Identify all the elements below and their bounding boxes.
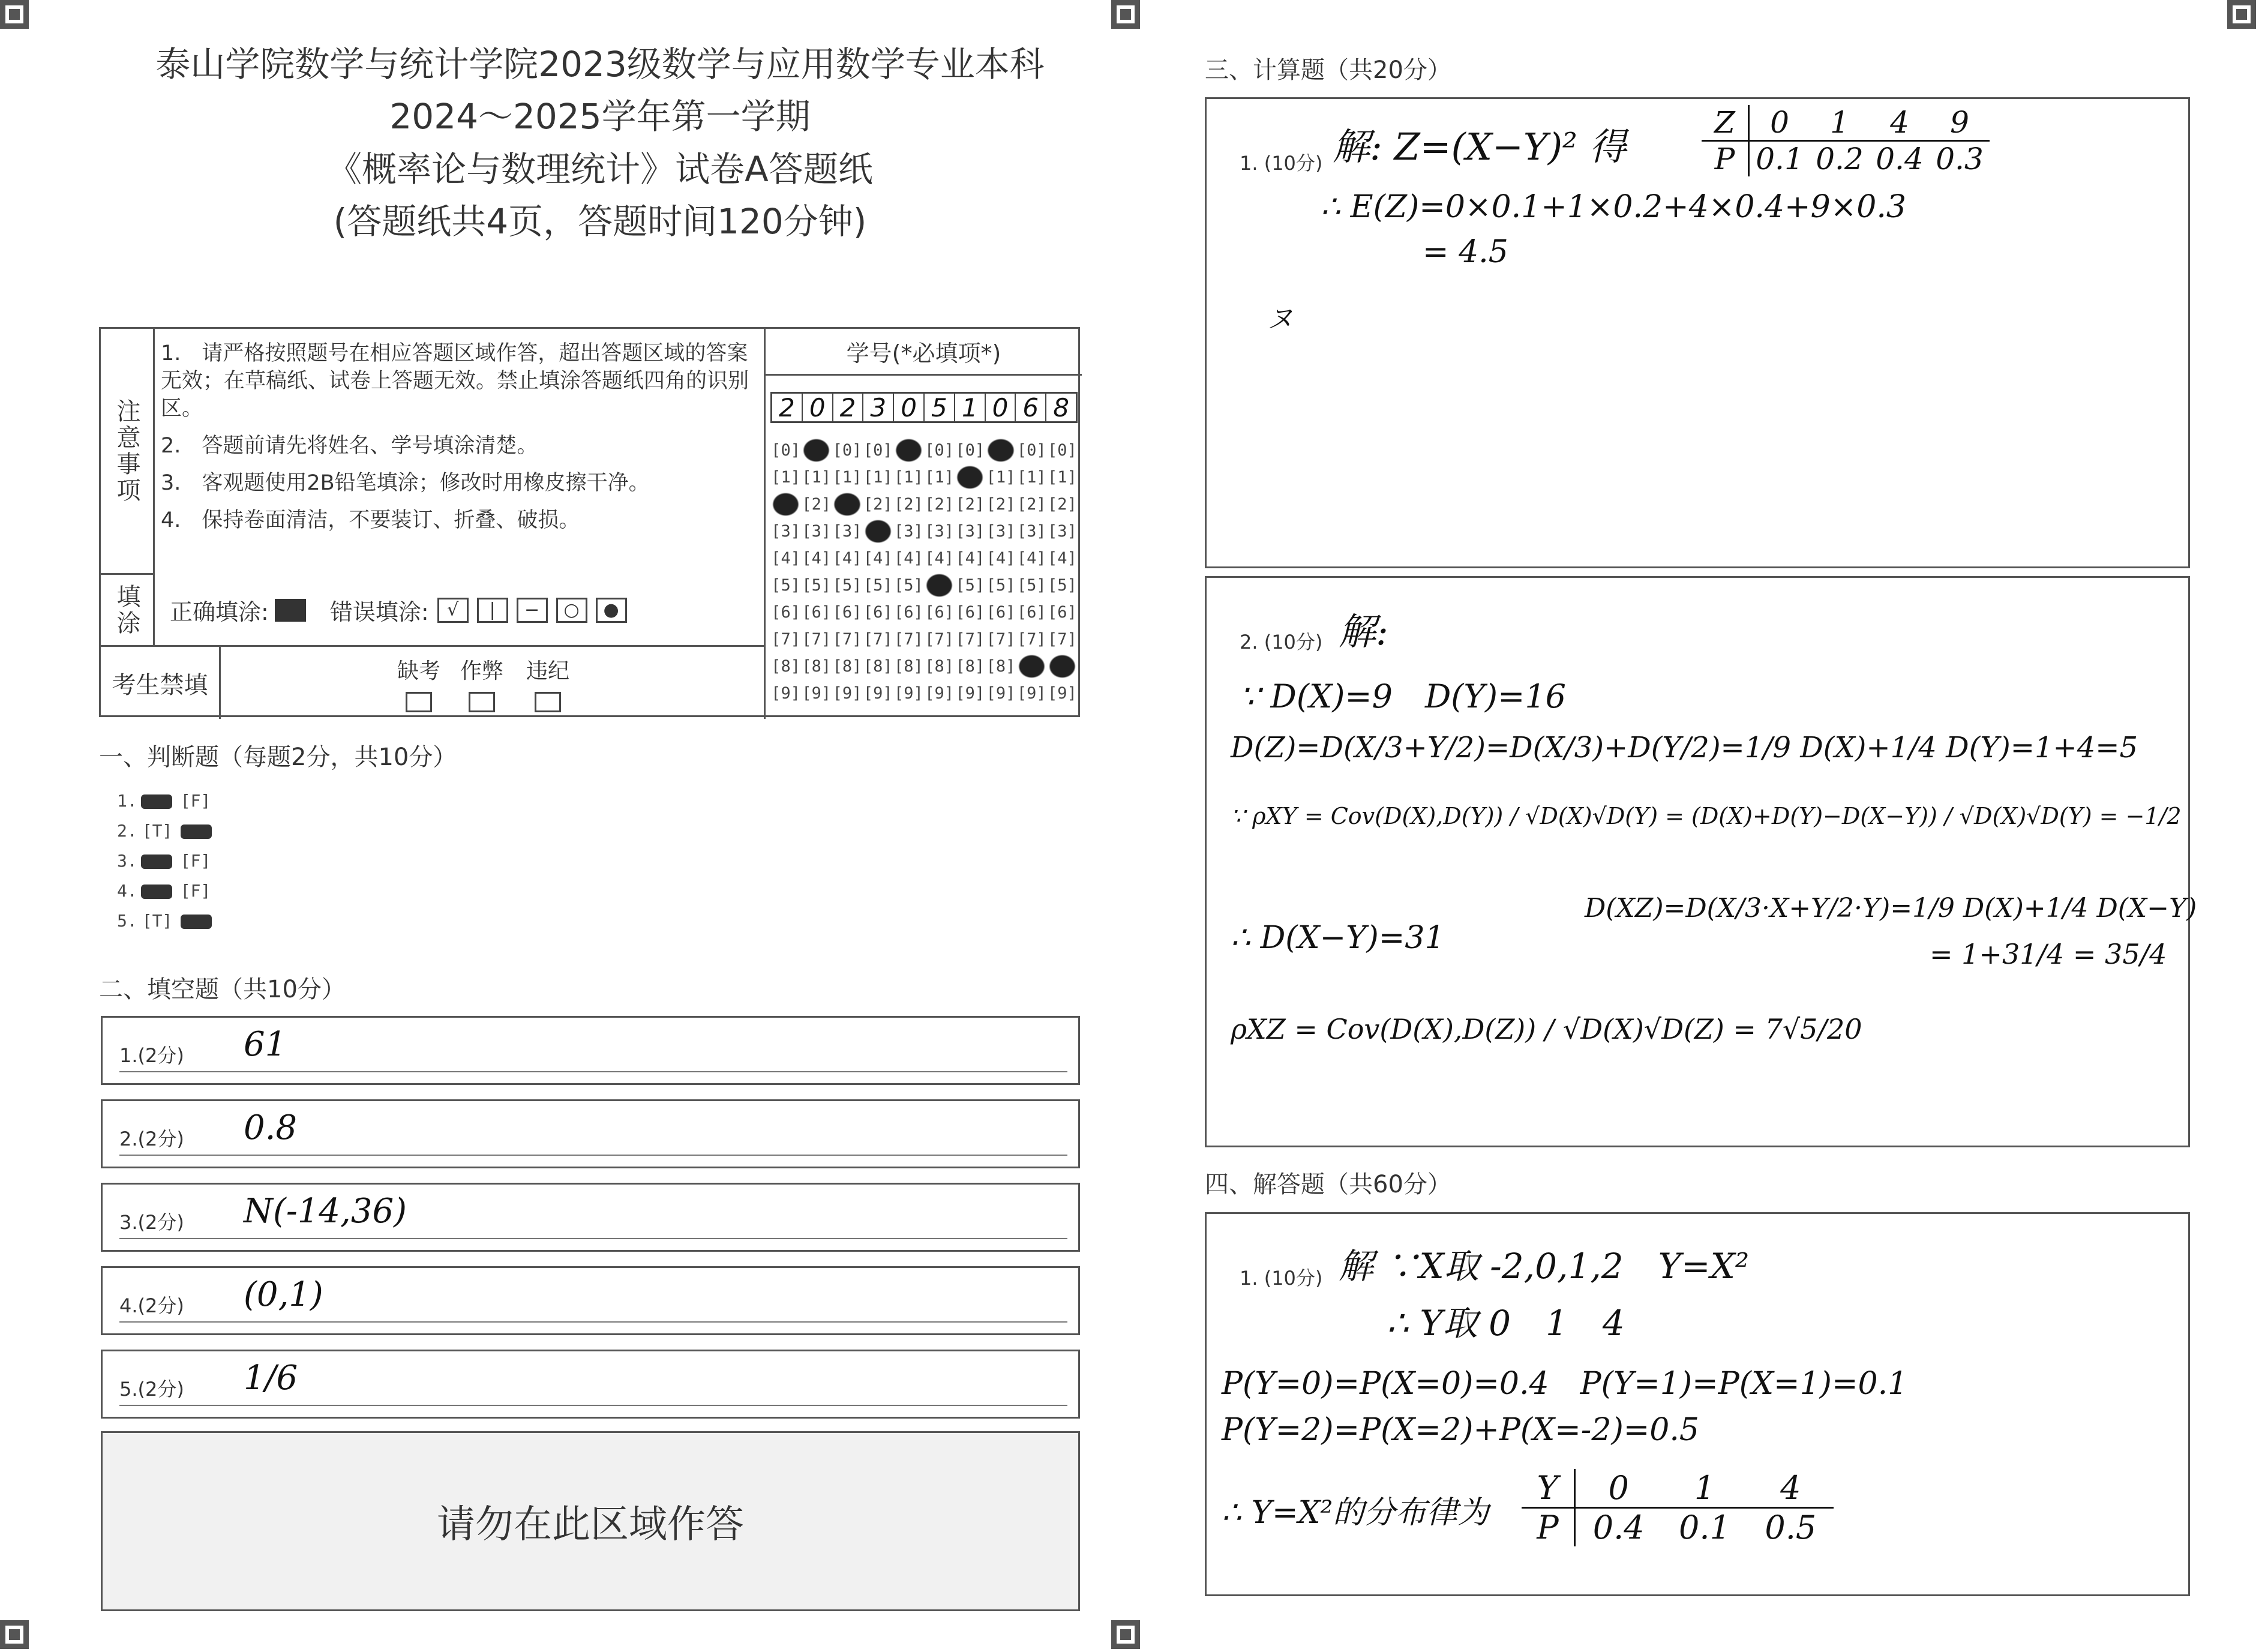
student-id-digit: 5	[925, 394, 955, 421]
table-cell: 0.3	[1936, 142, 1984, 176]
table-cell: 4	[1890, 105, 1909, 140]
student-id-handwritten	[770, 392, 1078, 423]
solve-q1-line: P(Y=2)=P(X=2)+P(X=-2)=0.5	[1222, 1412, 1699, 1448]
id-bubble[interactable]: [7]	[1048, 630, 1077, 649]
id-bubble[interactable]: [1]	[925, 468, 954, 487]
header-course: 《概率论与数理统计》试卷A答题纸	[327, 149, 873, 190]
id-bubble[interactable]: [2]	[802, 495, 832, 514]
solve-q1-line: 解 ∵X取 -2,0,1,2 Y=X²	[1339, 1246, 1750, 1287]
id-bubble[interactable]: [4]	[925, 549, 954, 568]
blank-answer: 1/6	[244, 1359, 298, 1398]
id-bubble[interactable]: [3]	[771, 522, 800, 541]
id-bubble[interactable]	[924, 572, 955, 599]
table-cell: 0	[1608, 1469, 1629, 1507]
calc-q2-line: ∵ ρXY = Cov(D(X),D(Y)) / √D(X)√D(Y) = (D(X)+D(Y)−D(X−Y)) / √D(X)√D(Y) = −1/2	[1231, 803, 2182, 829]
calc-q2-line: D(Z)=D(X/3+Y/2)=D(X/3)+D(Y/2)=1/9 D(X)+1/4 D(Y)=1+4=5	[1231, 731, 2138, 764]
id-bubble[interactable]: [4]	[894, 549, 923, 568]
id-bubble[interactable]: [2]	[955, 495, 985, 514]
tf-number: 5.	[117, 911, 137, 931]
blank-label: 5.(2分)	[119, 1378, 184, 1401]
id-bubble[interactable]: [7]	[802, 630, 832, 649]
id-bubble[interactable]: [1]	[1016, 468, 1046, 487]
id-bubble[interactable]: [9]	[925, 684, 954, 703]
cheat-option[interactable]	[446, 654, 518, 712]
calc-q2-line: ρXZ = Cov(D(X),D(Z)) / √D(X)√D(Z) = 7√5/20	[1231, 1013, 1862, 1045]
calc-q2-label: 2. (10分)	[1240, 631, 1323, 653]
id-bubble[interactable]: [5]	[955, 576, 985, 595]
tf-number: 1.	[117, 791, 137, 811]
id-bubble[interactable]: [9]	[1016, 684, 1046, 703]
id-bubble[interactable]: [6]	[832, 603, 862, 622]
false-bubble[interactable]: [F]	[180, 851, 211, 871]
id-bubble[interactable]: [8]	[986, 657, 1016, 676]
student-id-digit: 0	[803, 394, 833, 421]
solve-q1-line: P(Y=0)=P(X=0)=0.4 P(Y=1)=P(X=1)=0.1	[1222, 1366, 1908, 1402]
calc-q2-line: D(XZ)=D(X/3·X+Y/2·Y)=1/9 D(X)+1/4 D(X−Y)	[1585, 893, 2197, 924]
solve-q1-label: 1. (10分)	[1240, 1267, 1323, 1290]
id-bubble[interactable]: [2]	[863, 495, 893, 514]
table-cell: 1	[1830, 105, 1849, 140]
id-bubble[interactable]: [9]	[802, 684, 832, 703]
id-bubble[interactable]: [6]	[863, 603, 893, 622]
id-bubble[interactable]: [8]	[955, 657, 985, 676]
calc-q1-table-p-row	[1702, 142, 1990, 176]
id-bubble[interactable]: [3]	[802, 522, 832, 541]
id-bubble[interactable]: [4]	[771, 549, 800, 568]
id-bubble[interactable]: [0]	[955, 441, 985, 460]
student-id-digit: 3	[863, 394, 894, 421]
student-id-digit: 8	[1053, 393, 1069, 422]
id-bubble[interactable]: [1]	[771, 468, 800, 487]
id-bubble[interactable]: [7]	[771, 630, 800, 649]
id-bubble[interactable]: [5]	[1048, 576, 1077, 595]
true-bubble[interactable]	[141, 885, 172, 899]
blank-answer-box[interactable]	[101, 1099, 1080, 1168]
calc-q2-answer-box[interactable]	[1205, 576, 2197, 1147]
id-bubble[interactable]	[801, 437, 832, 464]
corner-mark-top-center	[1111, 0, 1140, 29]
student-id-digit: 1	[955, 394, 986, 421]
bubble-row	[770, 626, 1078, 653]
id-bubble[interactable]: [3]	[1048, 522, 1077, 541]
calc-q1-line: 解: Z=(X−Y)² 得	[1333, 125, 1627, 169]
wrong-fill-mark: |	[477, 598, 508, 623]
blank-answer-box[interactable]	[101, 1350, 1080, 1419]
id-bubble[interactable]: [6]	[1048, 603, 1077, 622]
table-cell: 0.4	[1592, 1509, 1645, 1546]
wrong-fill-mark: √	[437, 598, 469, 623]
blank-underline	[119, 1238, 1067, 1239]
corner-mark-top-left	[0, 0, 29, 29]
tf-item	[117, 851, 215, 871]
blank-underline	[119, 1071, 1067, 1072]
section2-heading: 二、填空题（共10分）	[99, 976, 346, 1003]
id-bubble[interactable]: [0]	[1048, 441, 1077, 460]
student-id-digit: 0	[986, 394, 1016, 421]
blank-label: 2.(2分)	[119, 1128, 184, 1150]
id-bubble[interactable]: [5]	[832, 576, 862, 595]
violation-label: 违纪	[526, 659, 569, 683]
wrong-fill-mark: ○	[556, 598, 587, 623]
id-bubble[interactable]: [7]	[955, 630, 985, 649]
tf-item	[117, 911, 215, 931]
absent-label: 缺考	[397, 659, 440, 683]
bubble-row	[770, 572, 1078, 599]
table-cell: Y	[1522, 1469, 1576, 1507]
id-bubble[interactable]: [2]	[1016, 495, 1046, 514]
exam-status-label: 考生禁填	[101, 647, 221, 719]
id-bubble[interactable]: [8]	[863, 657, 893, 676]
id-bubble[interactable]: [8]	[771, 657, 800, 676]
id-bubble[interactable]: [2]	[925, 495, 954, 514]
id-bubble[interactable]	[1047, 653, 1078, 680]
id-bubble[interactable]: [1]	[986, 468, 1016, 487]
table-cell: 9	[1950, 105, 1969, 140]
id-bubble[interactable]: [5]	[986, 576, 1016, 595]
blank-answer: (0,1)	[244, 1275, 323, 1314]
false-bubble[interactable]: [F]	[180, 881, 211, 901]
cheat-label: 作弊	[460, 659, 503, 683]
notice-list	[161, 340, 758, 544]
blank-answer: N(-14,36)	[244, 1192, 407, 1231]
fill-label-cell	[101, 575, 155, 647]
blank-label: 3.(2分)	[119, 1211, 184, 1234]
id-bubble[interactable]: [6]	[986, 603, 1016, 622]
solve-q1-table-p-row	[1522, 1509, 1834, 1546]
correct-fill-swatch	[275, 599, 306, 622]
true-bubble[interactable]	[141, 855, 172, 869]
bubble-row	[770, 599, 1078, 626]
bubble-row	[770, 518, 1078, 545]
wrong-fill-label: 错误填涂:	[329, 599, 429, 625]
id-bubble[interactable]: [1]	[863, 468, 893, 487]
id-bubble[interactable]	[863, 518, 893, 545]
corner-mark-bottom-left	[0, 1620, 29, 1649]
blank-underline	[119, 1321, 1067, 1323]
wrong-fill-mark: −	[517, 598, 548, 623]
notice-item: 2. 答题前请先将姓名、学号填涂清楚。	[161, 434, 538, 458]
id-bubble[interactable]: [8]	[832, 657, 862, 676]
header-school: 泰山学院数学与统计学院2023级数学与应用数学专业本科	[155, 44, 1045, 85]
blank-underline	[119, 1155, 1067, 1156]
table-cell: 0.1	[1679, 1509, 1730, 1546]
id-bubble[interactable]: [9]	[955, 684, 985, 703]
notice-label-cell	[101, 329, 155, 575]
blank-underline	[119, 1405, 1067, 1406]
false-bubble[interactable]	[181, 915, 212, 929]
calc-q2-line: ∵ D(X)=9 D(Y)=16	[1240, 677, 1567, 715]
blank-answer-box[interactable]	[101, 1183, 1080, 1252]
student-id-bubble-grid	[770, 437, 1078, 707]
blank-answer: 0.8	[244, 1108, 298, 1147]
id-bubble[interactable]: [7]	[894, 630, 923, 649]
id-bubble[interactable]: [7]	[986, 630, 1016, 649]
id-bubble[interactable]: [5]	[1016, 576, 1046, 595]
table-cell: 4	[1780, 1469, 1801, 1507]
id-bubble[interactable]: [6]	[955, 603, 985, 622]
id-bubble[interactable]: [7]	[863, 630, 893, 649]
id-bubble[interactable]: [2]	[1048, 495, 1077, 514]
solve-q1-table-y-row	[1522, 1469, 1834, 1509]
blank-answer-box[interactable]	[101, 1016, 1080, 1085]
id-bubble[interactable]: [7]	[832, 630, 862, 649]
id-bubble[interactable]: [2]	[986, 495, 1016, 514]
header-term: 2024～2025学年第一学期	[389, 96, 811, 137]
student-id-digit: 2	[833, 394, 864, 421]
id-bubble[interactable]: [0]	[832, 441, 862, 460]
solve-q1-line: ∴ Y取 0 1 4	[1387, 1303, 1625, 1344]
corner-mark-bottom-center	[1111, 1620, 1140, 1649]
calc-q1-answer-box[interactable]	[1205, 97, 2190, 568]
table-cell: 0	[1770, 105, 1789, 140]
solve-q1-answer-box[interactable]	[1205, 1212, 2190, 1596]
table-cell: 0.4	[1876, 142, 1924, 176]
bubble-row	[770, 437, 1078, 464]
notice-item: 3. 客观题使用2B铅笔填涂；修改时用橡皮擦干净。	[161, 471, 650, 495]
id-bubble[interactable]: [3]	[955, 522, 985, 541]
bubble-row	[770, 491, 1078, 518]
id-bubble[interactable]: [9]	[894, 684, 923, 703]
bubble-row	[770, 545, 1078, 572]
id-bubble[interactable]: [4]	[1048, 549, 1077, 568]
absent-checkbox[interactable]	[406, 692, 432, 712]
id-bubble[interactable]: [1]	[1048, 468, 1077, 487]
id-bubble[interactable]: [3]	[986, 522, 1016, 541]
id-bubble[interactable]: [4]	[832, 549, 862, 568]
id-bubble[interactable]: [4]	[1016, 549, 1046, 568]
blank-answer-box[interactable]	[101, 1266, 1080, 1335]
id-bubble[interactable]: [0]	[771, 441, 800, 460]
tf-number: 4.	[117, 881, 137, 901]
table-cell: P	[1702, 142, 1750, 176]
id-bubble[interactable]: [5]	[802, 576, 832, 595]
id-bubble[interactable]: [6]	[925, 603, 954, 622]
absent-option[interactable]	[383, 654, 455, 712]
id-bubble[interactable]: [9]	[771, 684, 800, 703]
violation-checkbox[interactable]	[535, 692, 561, 712]
tf-number: 3.	[117, 851, 137, 871]
section3-heading: 三、计算题（共20分）	[1205, 56, 1451, 84]
student-id-digit: 2	[772, 394, 803, 421]
student-id-digit: 6	[1016, 394, 1046, 421]
student-id-title: 学号(*必填项*)	[766, 329, 1082, 376]
calc-q1-label: 1. (10分)	[1240, 152, 1323, 175]
id-bubble[interactable]: [3]	[925, 522, 954, 541]
table-cell: 0.5	[1765, 1509, 1817, 1546]
id-bubble[interactable]	[832, 491, 862, 518]
blank-label: 1.(2分)	[119, 1044, 184, 1067]
section1-heading: 一、判断题（每题2分，共10分）	[99, 743, 457, 771]
false-bubble[interactable]: [F]	[180, 791, 211, 811]
id-bubble[interactable]: [4]	[802, 549, 832, 568]
id-bubble[interactable]: [5]	[863, 576, 893, 595]
id-bubble[interactable]: [8]	[894, 657, 923, 676]
tf-item	[117, 821, 215, 841]
id-bubble[interactable]: [0]	[1016, 441, 1046, 460]
calc-q1-line: = 4.5	[1423, 234, 1508, 270]
header-note: (答题纸共4页，答题时间120分钟)	[333, 201, 867, 242]
id-bubble[interactable]: [6]	[894, 603, 923, 622]
id-bubble[interactable]: [0]	[863, 441, 893, 460]
violation-option[interactable]	[512, 654, 584, 712]
id-bubble[interactable]	[1016, 653, 1047, 680]
student-id-digit: 0	[894, 394, 925, 421]
table-cell: 0.1	[1756, 142, 1804, 176]
bubble-row	[770, 464, 1078, 491]
id-bubble[interactable]: [0]	[925, 441, 954, 460]
notice-label: 注意事项	[113, 398, 140, 504]
id-bubble[interactable]: [8]	[802, 657, 832, 676]
id-bubble[interactable]: [5]	[894, 576, 923, 595]
fill-label: 填涂	[113, 583, 140, 637]
id-bubble[interactable]: [7]	[1016, 630, 1046, 649]
table-cell: P	[1522, 1509, 1576, 1546]
id-bubble[interactable]: [1]	[832, 468, 862, 487]
id-bubble[interactable]: [8]	[925, 657, 954, 676]
id-bubble[interactable]: [1]	[802, 468, 832, 487]
calc-q1-line: ∴ E(Z)=0×0.1+1×0.2+4×0.4+9×0.3	[1321, 189, 1906, 225]
bubble-row	[770, 680, 1078, 707]
id-bubble[interactable]: [6]	[771, 603, 800, 622]
id-bubble[interactable]: [9]	[1048, 684, 1077, 703]
false-bubble[interactable]	[181, 824, 212, 839]
no-answer-zone: 请勿在此区域作答	[101, 1431, 1080, 1611]
calc-q2-line: ∴ D(X−Y)=31	[1231, 920, 1445, 956]
blank-answer: 61	[244, 1025, 287, 1064]
id-bubble[interactable]: [4]	[955, 549, 985, 568]
blank-label: 4.(2分)	[119, 1294, 184, 1317]
wrong-fill-mark: ●	[596, 598, 627, 623]
id-bubble[interactable]: [9]	[832, 684, 862, 703]
exam-status-options	[221, 647, 764, 719]
table-cell: 0.2	[1816, 142, 1864, 176]
calc-q2-line: 解:	[1339, 610, 1388, 653]
tf-number: 2.	[117, 821, 137, 841]
tf-item	[117, 791, 215, 811]
id-bubble[interactable]: [4]	[863, 549, 893, 568]
calc-q1-table-z-row	[1702, 105, 1990, 142]
id-bubble[interactable]: [7]	[925, 630, 954, 649]
id-bubble[interactable]: [3]	[1016, 522, 1046, 541]
id-bubble[interactable]: [9]	[863, 684, 893, 703]
id-bubble[interactable]: [6]	[802, 603, 832, 622]
id-bubble[interactable]: [3]	[894, 522, 923, 541]
id-bubble[interactable]	[770, 491, 801, 518]
student-id-block	[764, 329, 1082, 719]
solve-q1-line: ∴ Y=X²的分布律为	[1222, 1495, 1489, 1531]
fill-example-row	[155, 575, 764, 647]
true-bubble[interactable]: [T]	[142, 821, 173, 841]
table-cell: Z	[1702, 105, 1750, 140]
true-bubble[interactable]: [T]	[142, 911, 173, 931]
bubble-row	[770, 653, 1078, 680]
id-bubble[interactable]: [6]	[1016, 603, 1046, 622]
id-bubble[interactable]: [4]	[986, 549, 1016, 568]
scribble-mark: ヌ	[1267, 304, 1293, 334]
id-bubble[interactable]	[985, 437, 1016, 464]
id-bubble[interactable]: [3]	[832, 522, 862, 541]
notice-item: 1. 请严格按照题号在相应答题区域作答，超出答题区域的答案无效；在草稿纸、试卷上答题无效。禁止填涂答题纸四角的识别区。	[161, 341, 749, 421]
tf-item	[117, 881, 215, 901]
true-bubble[interactable]	[141, 794, 172, 809]
corner-mark-top-right	[2227, 0, 2256, 29]
info-table	[99, 327, 1080, 717]
id-bubble[interactable]: [1]	[894, 468, 923, 487]
table-cell: 1	[1694, 1469, 1715, 1507]
notice-item: 4. 保持卷面清洁，不要装订、折叠、破损。	[161, 508, 580, 532]
correct-fill-label: 正确填涂:	[170, 599, 269, 625]
id-bubble[interactable]: [2]	[894, 495, 923, 514]
cheat-checkbox[interactable]	[469, 692, 495, 712]
calc-q1-table	[1702, 105, 1990, 176]
section4-heading: 四、解答题（共60分）	[1205, 1171, 1451, 1198]
id-bubble[interactable]	[955, 464, 985, 491]
id-bubble[interactable]: [9]	[986, 684, 1016, 703]
id-bubble[interactable]	[893, 437, 924, 464]
calc-q2-line: = 1+31/4 = 35/4	[1930, 938, 2167, 970]
solve-q1-table	[1522, 1469, 1834, 1546]
id-bubble[interactable]: [5]	[771, 576, 800, 595]
